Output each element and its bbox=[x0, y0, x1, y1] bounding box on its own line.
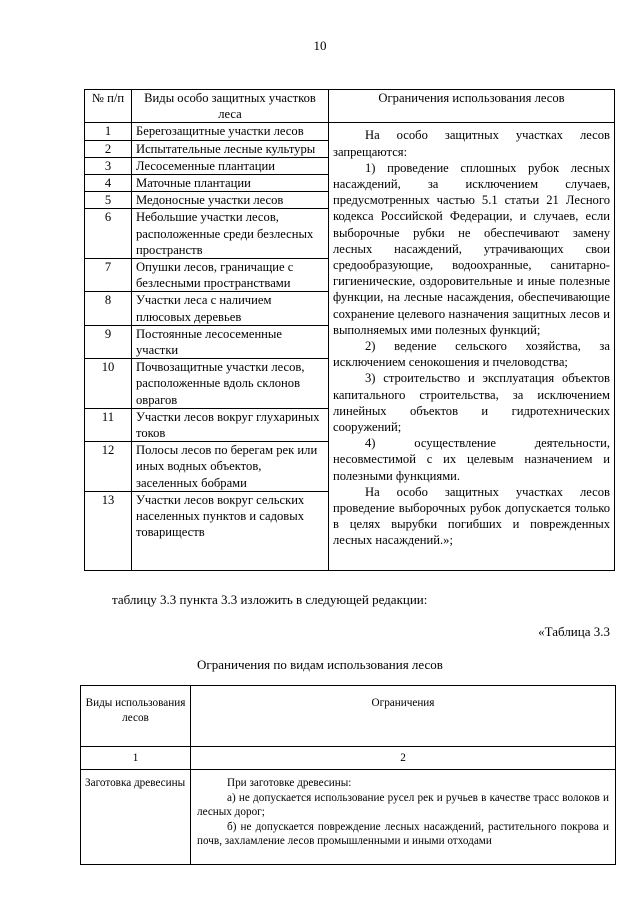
column-number: 1 bbox=[81, 747, 191, 770]
restrictions-paragraph: На особо защитных участках лесов запрещаются: bbox=[333, 128, 610, 159]
usage-restrictions-table bbox=[80, 685, 616, 865]
restrictions-paragraph: 1) проведение сплошных рубок лесных насаждений, за исключением случаев, предусмотренных частью 5.1 статьи 21 Лесного кодекса Российской Федерации, и случаев, если выборочные рубки не обеспечивают замену лесных насаждений, утрачивающих свои средообразующие, водоохранные, санитарно-гигиенические, оздоровительные и иные полезные функции, на лесные насаждения, обеспечивающие сохранение целевого назначения защитных лесов и выполняемых ими полезных функций; bbox=[333, 160, 610, 337]
row-number: 12 bbox=[85, 442, 132, 492]
column-number: 2 bbox=[191, 747, 616, 770]
row-kind: Полосы лесов по берегам рек или иных водных объектов, заселенных бобрами bbox=[132, 442, 329, 492]
row-kind: Небольшие участки лесов, расположенные среди безлесных пространств bbox=[132, 209, 329, 259]
osz-restrictions-table bbox=[84, 89, 615, 571]
row-number: 13 bbox=[85, 491, 132, 570]
row-kind: Берегозащитные участки лесов bbox=[132, 123, 329, 140]
restrictions-paragraph: 2) ведение сельского хозяйства, за исключением сенокошения и пчеловодства; bbox=[333, 339, 610, 370]
header-restrictions: Ограничения bbox=[191, 686, 616, 747]
restrictions-cell bbox=[329, 123, 615, 570]
page-number: 10 bbox=[313, 38, 327, 53]
row-number: 8 bbox=[85, 292, 132, 325]
header-number: № п/п bbox=[85, 90, 132, 123]
row-kind: Опушки лесов, граничащие с безлесными пространствами bbox=[132, 259, 329, 292]
restrictions-paragraph: На особо защитных участках лесов проведение выборочных рубок допускается только в целях вырубки погибших и поврежденных лесных насаждений.»; bbox=[333, 484, 610, 548]
row-kind: Лесосеменные плантации bbox=[132, 157, 329, 174]
table-header-row bbox=[85, 90, 615, 123]
restrictions-paragraph: б) не допускается повреждение лесных насаждений, растительного покрова и почв, захламление лесов промышленными и иными отходами bbox=[197, 820, 609, 847]
row-kind: Маточные плантации bbox=[132, 175, 329, 192]
table-row bbox=[85, 123, 615, 140]
table-row bbox=[81, 770, 616, 865]
restrictions-paragraph: При заготовке древесины: bbox=[227, 777, 352, 789]
restrictions-paragraph: 3) строительство и эксплуатация объектов капитального строительства, за исключением линейных объектов и гидротехнических сооружений; bbox=[333, 371, 610, 435]
row-kind: Участки лесов вокруг сельских населенных пунктов и садовых товариществ bbox=[132, 491, 329, 570]
restrictions-paragraph: а) не допускается использование русел рек и ручьев в качестве трасс волоков и лесных дорог; bbox=[197, 791, 609, 818]
row-number: 6 bbox=[85, 209, 132, 259]
table-header-row bbox=[81, 686, 616, 747]
intro-text: таблицу 3.3 пункта 3.3 изложить в следующей редакции: bbox=[112, 592, 428, 607]
column-number-row bbox=[81, 747, 616, 770]
row-number: 10 bbox=[85, 359, 132, 409]
row-number: 4 bbox=[85, 175, 132, 192]
row-kind: Участки лесов вокруг глухариных токов bbox=[132, 408, 329, 441]
row-kind: Постоянные лесосеменные участки bbox=[132, 325, 329, 358]
restrictions-paragraph: 4) осуществление деятельности, несовместимой с их целевым назначением и полезными функциями. bbox=[333, 436, 610, 483]
row-kind: Испытательные лесные культуры bbox=[132, 140, 329, 157]
row-number: 1 bbox=[85, 123, 132, 140]
row-kind: Медоносные участки лесов bbox=[132, 192, 329, 209]
row-number: 9 bbox=[85, 325, 132, 358]
header-kind: Виды особо защитных участков леса bbox=[132, 90, 329, 123]
row-kind: Участки леса с наличием плюсовых деревьев bbox=[132, 292, 329, 325]
header-restrictions: Ограничения использования лесов bbox=[329, 90, 615, 123]
row-kind: Заготовка древесины bbox=[81, 770, 191, 865]
row-number: 3 bbox=[85, 157, 132, 174]
row-number: 11 bbox=[85, 408, 132, 441]
table-label: «Таблица 3.3 bbox=[538, 624, 610, 639]
row-restrictions bbox=[191, 770, 616, 865]
table-title: Ограничения по видам использования лесов bbox=[197, 657, 443, 672]
row-number: 2 bbox=[85, 140, 132, 157]
row-number: 7 bbox=[85, 259, 132, 292]
header-usage-kind: Виды использования лесов bbox=[81, 686, 191, 747]
row-number: 5 bbox=[85, 192, 132, 209]
row-kind: Почвозащитные участки лесов, расположенные вдоль склонов оврагов bbox=[132, 359, 329, 409]
